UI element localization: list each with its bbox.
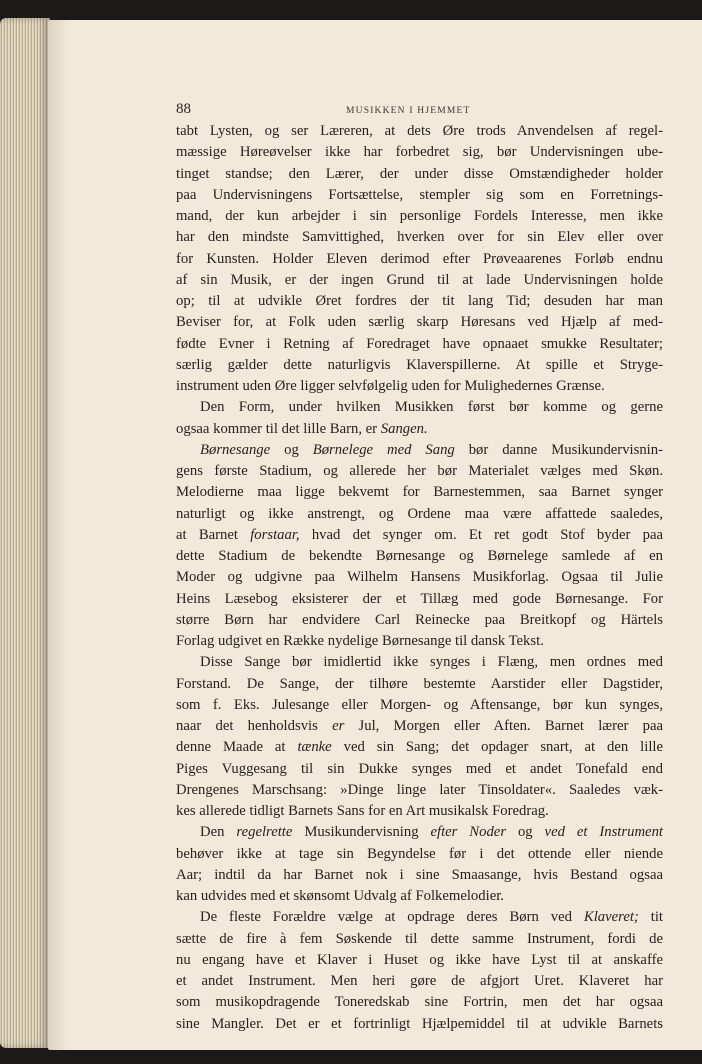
text-line: at Barnet forstaar, hvad det synger om. Et ret godt Stof byder paa [176,526,663,543]
text-line: for Kunsten. Holder Eleven derimod efter Prøveaarenes Forløb endnu [176,250,663,267]
page-number: 88 [176,101,191,117]
text-line: mand, der kun arbejder i sin personlige Fordels Interesse, men ikke [176,208,663,224]
text-line: Disse Sange bør imidlertid ikke synges i Flæng, men ordnes med [200,654,663,671]
text-line: kes allerede tidligt Barnets Sans for en Art musikalsk Foredrag. [176,803,549,819]
text-line: tabt Lysten, og ser Læreren, at dets Øre trods Anvendelsen af regel- [176,123,663,139]
text-line: som f. Eks. Julesange eller Morgen- og Aftensange, bør kun synges, [176,696,663,713]
text-line: denne Maade at tænke ved sin Sang; det opdager snart, at den lille [176,739,664,756]
running-head: MUSIKKEN I HJEMMET [346,106,471,116]
text-line: et andet Instrument. Men heri gøre de afgjort Uret. Klaveret har [176,973,663,989]
text-line: naar det henholdsvis er Jul, Morgen eller Aften. Barnet lærer paa [176,718,663,734]
text-line: Den Form, under hvilken Musikken først bør komme og gerne [200,399,663,416]
text-line: har den mindste Samvittighed, hverken over for sin Elev eller over [176,229,663,246]
text-line: Børnesange og Børnelege med Sang bør danne Musikundervisnin- [200,441,663,458]
text-line: Aar; indtil da har Barnet nok i sine Smaasange, hvis Bestand ogsaa [176,866,663,883]
text-line: Moder og udgivne paa Wilhelm Hansens Musikforlag. Ogsaa til Julie [176,569,663,586]
text-line: sætte de fire à fem Søskende til dette samme Instrument, fordi de [176,930,663,947]
text-line: Piges Vuggesang til sin Dukke synges med et andet Tonefald end [176,760,663,777]
text-line: særlig gælder dette naturligvis Klaverspillerne. At spille et Stryge- [176,356,663,373]
text-line: tinget standse; den Lærer, der under disse Omstændigheder holder [176,165,663,182]
text-line: instrument uden Øre ligger selvfølgelig uden for Mulighedernes Grænse. [176,378,605,394]
text-line: op; til at udvikle Øret fordres der tit lang Tid; desuden har man [176,293,663,309]
text-line: fødte Evner i Retning af Foredraget have opnaaet smukke Resultater; [176,335,663,352]
text-line: Drengenes Marschsang: »Dinge linge later Tinsoldater«. Saaledes væk- [176,781,663,798]
text-line: naturligt og ikke anstrengt, og Ordene maa være affattede saaledes, [176,505,663,522]
text-line: dette Stadium de bekendte Børnesange og Børnelege samlede af en [176,548,663,564]
text-line: som musikopdragende Toneredskab sine Fortrin, men det har ogsaa [176,994,663,1011]
text-line: Heins Læsebog eksisterer der et Tillæg med gode Børnesange. For [176,590,663,607]
text-line: kan udvides med et skønsomt Udvalg af Folkemelodier. [176,888,504,904]
text-line: mæssige Høreøvelser ikke har forbedret sig, bør Undervisningen ube- [176,144,663,161]
text-line: Beviser for, at Folk uden særlig skarp Høresans ved Hjælp af med- [176,314,663,331]
text-line: paa Undervisningens Fortsættelse, stempler sig som en Forretnings- [176,186,663,203]
page-header [176,101,666,119]
text-line: større Børn har endvidere Carl Reinecke paa Breitkopf og Härtels [176,611,663,628]
text-line: nu engang have et Klaver i Huset og ikke have Lyst til at anskaffe [176,951,663,968]
text-line: af sin Musik, er der ingen Grund til at lade Undervisningen holde [176,271,663,288]
text-line: gens første Stadium, og allerede her bør Materialet vælges med Skøn. [176,463,663,479]
text-line: De fleste Forældre vælge at opdrage deres Børn ved Klaveret; tit [200,909,663,926]
text-line: ogsaa kommer til det lille Barn, er Sangen. [176,420,428,437]
text-line: sine Mangler. Det er et fortrinligt Hjælpemiddel til at udvikle Barnets [176,1015,663,1032]
page-edges [0,18,50,1048]
text-line: Den regelrette Musikundervisning efter Noder og ved et Instrument [200,824,663,841]
text-line: Melodierne maa ligge bekvemt for Barnestemmen, saa Barnet synger [176,484,663,501]
text-line: Forstand. De Sange, der tilhøre bestemte Aarstider eller Dagstider, [176,675,663,692]
text-line: behøver ikke at tage sin Begyndelse før i det ottende eller niende [176,845,663,862]
text-line: Forlag udgivet en Række nydelige Børnesange til dansk Tekst. [176,633,544,649]
body-text [176,121,663,1035]
